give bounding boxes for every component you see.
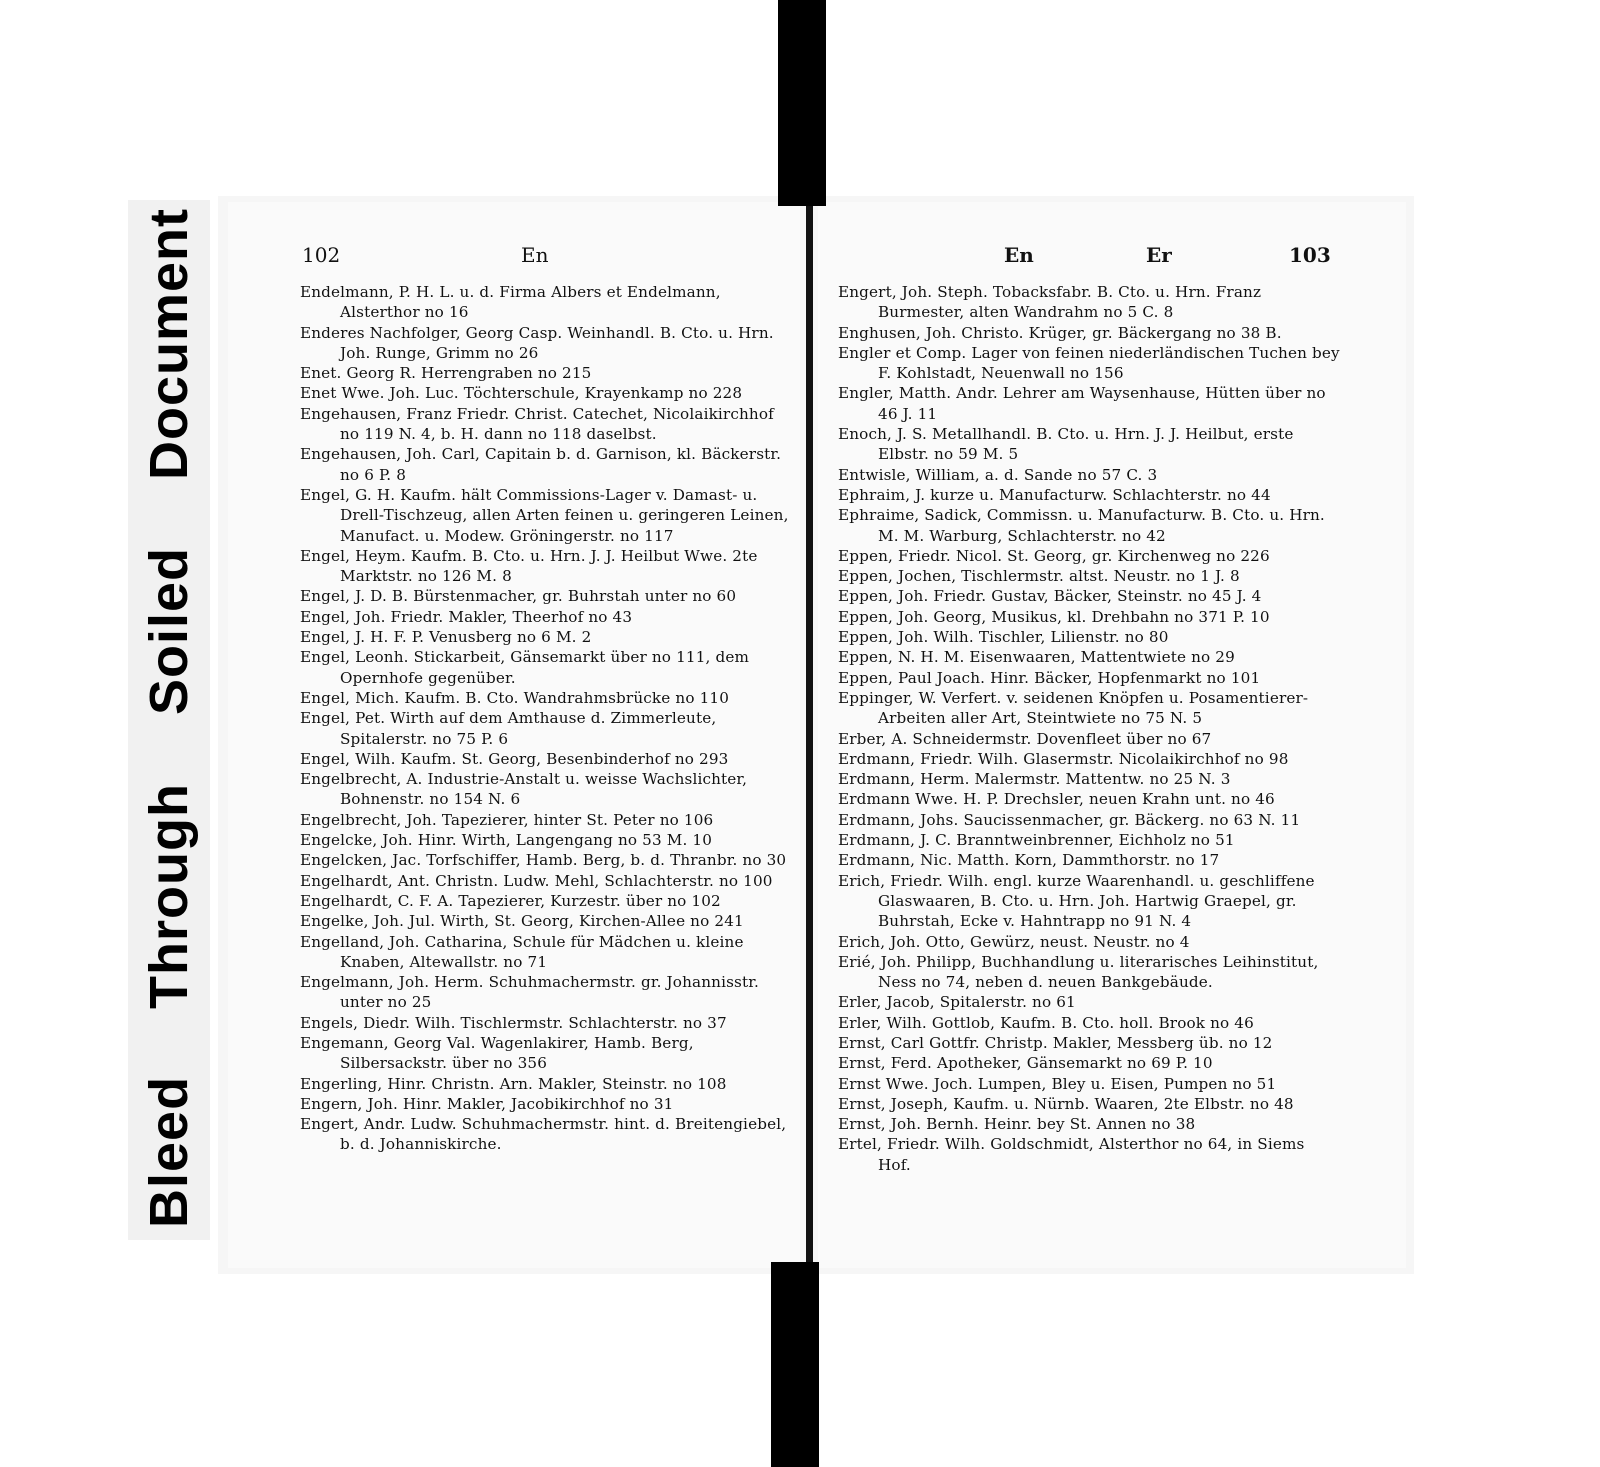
- directory-entry: Engemann, Georg Val. Wagenlakirer, Hamb. Berg, Silbersackstr. über no 356: [300, 1033, 694, 1073]
- directory-entry: Erdmann, Johs. Saucissenmacher, gr. Bäckerg. no 63 N. 11: [838, 810, 1301, 829]
- directory-entry: Engel, Heym. Kaufm. B. Cto. u. Hrn. J. J. Heilbut Wwe. 2te Marktstr. no 126 M. 8: [300, 546, 758, 586]
- directory-entry: Engelcken, Jac. Torfschiffer, Hamb. Berg, b. d. Thranbr. no 30: [300, 851, 787, 870]
- directory-entry: Eppen, Friedr. Nicol. St. Georg, gr. Kirchenweg no 226: [838, 546, 1270, 565]
- directory-entry: Erdmann, Friedr. Wilh. Glasermstr. Nicolaikirchhof no 98: [838, 749, 1289, 768]
- directory-entry: Enghusen, Joh. Christo. Krüger, gr. Bäckergang no 38 B.: [838, 323, 1282, 342]
- left-page-entries: [300, 282, 792, 1155]
- directory-entry: Engel, J. H. F. P. Venusberg no 6 M. 2: [300, 628, 592, 647]
- directory-entry: Enderes Nachfolger, Georg Casp. Weinhandl. B. Cto. u. Hrn. Joh. Runge, Grimm no 26: [300, 323, 774, 362]
- directory-entry: Erdmann Wwe. H. P. Drechsler, neuen Krahn unt. no 46: [838, 790, 1275, 809]
- directory-entry: Engerling, Hinr. Christn. Arn. Makler, Steinstr. no 108: [300, 1074, 727, 1093]
- directory-entry: Engelmann, Joh. Herm. Schuhmachermstr. gr. Johannisstr. unter no 25: [300, 973, 759, 1012]
- directory-entry: Engel, Mich. Kaufm. B. Cto. Wandrahmsbrücke no 110: [300, 688, 730, 707]
- directory-entry: Erdmann, Nic. Matth. Korn, Dammthorstr. no 17: [838, 851, 1220, 870]
- book-spine: [806, 200, 813, 1266]
- directory-entry: Engert, Andr. Ludw. Schuhmachermstr. hint. d. Breitengiebel, b. d. Johanniskirche.: [300, 1115, 787, 1154]
- directory-entry: Engel, J. D. B. Bürstenmacher, gr. Buhrstah unter no 60: [300, 587, 737, 606]
- side-label-word-1: Bleed: [139, 1075, 199, 1228]
- directory-entry: Ernst Wwe. Joch. Lumpen, Bley u. Eisen, Pumpen no 51: [838, 1074, 1277, 1093]
- left-page-heading: En: [521, 243, 549, 267]
- right-page-heading-right: Er: [1146, 243, 1172, 267]
- directory-entry: Engelke, Joh. Jul. Wirth, St. Georg, Kirchen-Allee no 241: [300, 912, 744, 931]
- directory-entry: Enet Wwe. Joh. Luc. Töchterschule, Krayenkamp no 228: [300, 384, 743, 403]
- directory-entry: Engehausen, Franz Friedr. Christ. Catechet, Nicolaikirchhof no 119 N. 4, b. H. dann no 118 daselbst.: [300, 404, 774, 444]
- directory-entry: Engehausen, Joh. Carl, Capitain b. d. Garnison, kl. Bäckerstr. no 6 P. 8: [300, 445, 782, 484]
- directory-entry: Engels, Diedr. Wilh. Tischlermstr. Schlachterstr. no 37: [300, 1013, 727, 1032]
- directory-entry: Engel, Wilh. Kaufm. St. Georg, Besenbinderhof no 293: [300, 749, 729, 768]
- directory-entry: Erler, Jacob, Spitalerstr. no 61: [838, 993, 1076, 1012]
- directory-entry: Ernst, Joh. Bernh. Heinr. bey St. Annen no 38: [838, 1115, 1196, 1134]
- right-page-number: 103: [1289, 243, 1331, 267]
- spine-bottom-bar: [771, 1262, 819, 1467]
- right-page-heading-left: En: [1004, 243, 1034, 267]
- directory-entry: Erié, Joh. Philipp, Buchhandlung u. literarisches Leihinstitut, Ness no 74, neben d. neuen Bankgebäude.: [838, 952, 1319, 992]
- directory-entry: Engelhardt, Ant. Christn. Ludw. Mehl, Schlachterstr. no 100: [300, 871, 773, 890]
- directory-entry: Erber, A. Schneidermstr. Dovenfleet über no 67: [838, 729, 1212, 748]
- directory-entry: Engel, Pet. Wirth auf dem Amthause d. Zimmerleute, Spitalerstr. no 75 P. 6: [300, 709, 717, 748]
- directory-entry: Engler et Comp. Lager von feinen niederländischen Tuchen bey F. Kohlstadt, Neuenwall no 156: [838, 343, 1340, 383]
- directory-entry: Endelmann, P. H. L. u. d. Firma Albers et Endelmann, Alsterthor no 16: [300, 283, 721, 322]
- directory-entry: Engelbrecht, A. Industrie-Anstalt u. weisse Wachslichter, Bohnenstr. no 154 N. 6: [300, 770, 748, 809]
- right-page-entries: [838, 282, 1342, 1175]
- directory-entry: Enet. Georg R. Herrengraben no 215: [300, 364, 592, 383]
- directory-entry: Enoch, J. S. Metallhandl. B. Cto. u. Hrn. J. J. Heilbut, erste Elbstr. no 59 M. 5: [838, 425, 1294, 464]
- left-page-number: 102: [302, 243, 341, 267]
- directory-entry: Engelcke, Joh. Hinr. Wirth, Langengang no 53 M. 10: [300, 831, 713, 850]
- side-label-word-4: Document: [139, 208, 199, 481]
- side-label-word-3: Soiled: [139, 547, 199, 716]
- directory-entry: Eppen, Joh. Friedr. Gustav, Bäcker, Steinstr. no 45 J. 4: [838, 587, 1262, 606]
- directory-entry: Engelhardt, C. F. A. Tapezierer, Kurzestr. über no 102: [300, 891, 721, 910]
- directory-entry: Erdmann, J. C. Branntweinbrenner, Eichholz no 51: [838, 831, 1235, 850]
- directory-entry: Ephraim, J. kurze u. Manufacturw. Schlachterstr. no 44: [838, 485, 1271, 504]
- directory-entry: Ephraime, Sadick, Commissn. u. Manufacturw. B. Cto. u. Hrn. M. M. Warburg, Schlachterstr. no 42: [838, 506, 1325, 545]
- directory-entry: Erich, Joh. Otto, Gewürz, neust. Neustr. no 4: [838, 932, 1190, 951]
- directory-entry: Eppen, N. H. M. Eisenwaaren, Mattentwiete no 29: [838, 648, 1235, 667]
- directory-entry: Entwisle, William, a. d. Sande no 57 C. 3: [838, 465, 1158, 484]
- directory-entry: Erich, Friedr. Wilh. engl. kurze Waarenhandl. u. geschliffene Glaswaaren, B. Cto. u. Hrn. Joh. Hartwig Graepel, gr. Buhrstah, Ecke v. Hahntrapp no 91 N. 4: [838, 871, 1315, 931]
- directory-entry: Engern, Joh. Hinr. Makler, Jacobikirchhof no 31: [300, 1094, 674, 1113]
- directory-entry: Engert, Joh. Steph. Tobacksfabr. B. Cto. u. Hrn. Franz Burmester, alten Wandrahm no 5 C. 8: [838, 283, 1262, 322]
- directory-entry: Engel, G. H. Kaufm. hält Commissions-Lager v. Damast- u. Drell-Tischzeug, allen Arten feinen u. geringeren Leinen, Manufact. u. Modew. Gröningerstr. no 117: [300, 485, 789, 545]
- side-label-word-2: Through: [139, 782, 199, 1009]
- directory-entry: Engel, Joh. Friedr. Makler, Theerhof no 43: [300, 607, 633, 626]
- directory-entry: Eppen, Joh. Wilh. Tischler, Lilienstr. no 80: [838, 628, 1169, 647]
- directory-entry: Engel, Leonh. Stickarbeit, Gänsemarkt über no 111, dem Opernhofe gegenüber.: [300, 648, 750, 687]
- directory-entry: Engelland, Joh. Catharina, Schule für Mädchen u. kleine Knaben, Altewallstr. no 71: [300, 932, 744, 971]
- directory-entry: Erler, Wilh. Gottlob, Kaufm. B. Cto. holl. Brook no 46: [838, 1013, 1254, 1032]
- directory-entry: Ernst, Ferd. Apotheker, Gänsemarkt no 69 P. 10: [838, 1054, 1213, 1073]
- directory-entry: Eppen, Jochen, Tischlermstr. altst. Neustr. no 1 J. 8: [838, 567, 1240, 586]
- directory-entry: Erdmann, Herm. Malermstr. Mattentw. no 25 N. 3: [838, 770, 1231, 789]
- directory-entry: Ertel, Friedr. Wilh. Goldschmidt, Alsterthor no 64, in Siems Hof.: [838, 1135, 1305, 1174]
- directory-entry: Ernst, Joseph, Kaufm. u. Nürnb. Waaren, 2te Elbstr. no 48: [838, 1094, 1294, 1113]
- directory-entry: Eppinger, W. Verfert. v. seidenen Knöpfen u. Posamentierer-Arbeiten aller Art, Steintwiete no 75 N. 5: [838, 688, 1309, 728]
- spine-top-bar: [778, 0, 826, 206]
- directory-entry: Engelbrecht, Joh. Tapezierer, hinter St. Peter no 106: [300, 810, 714, 829]
- directory-entry: Eppen, Paul Joach. Hinr. Bäcker, Hopfenmarkt no 101: [838, 668, 1261, 687]
- directory-entry: Eppen, Joh. Georg, Musikus, kl. Drehbahn no 371 P. 10: [838, 607, 1270, 626]
- side-label: [138, 208, 200, 1228]
- directory-entry: Engler, Matth. Andr. Lehrer am Waysenhause, Hütten über no 46 J. 11: [838, 384, 1326, 423]
- directory-entry: Ernst, Carl Gottfr. Christp. Makler, Messberg üb. no 12: [838, 1033, 1273, 1052]
